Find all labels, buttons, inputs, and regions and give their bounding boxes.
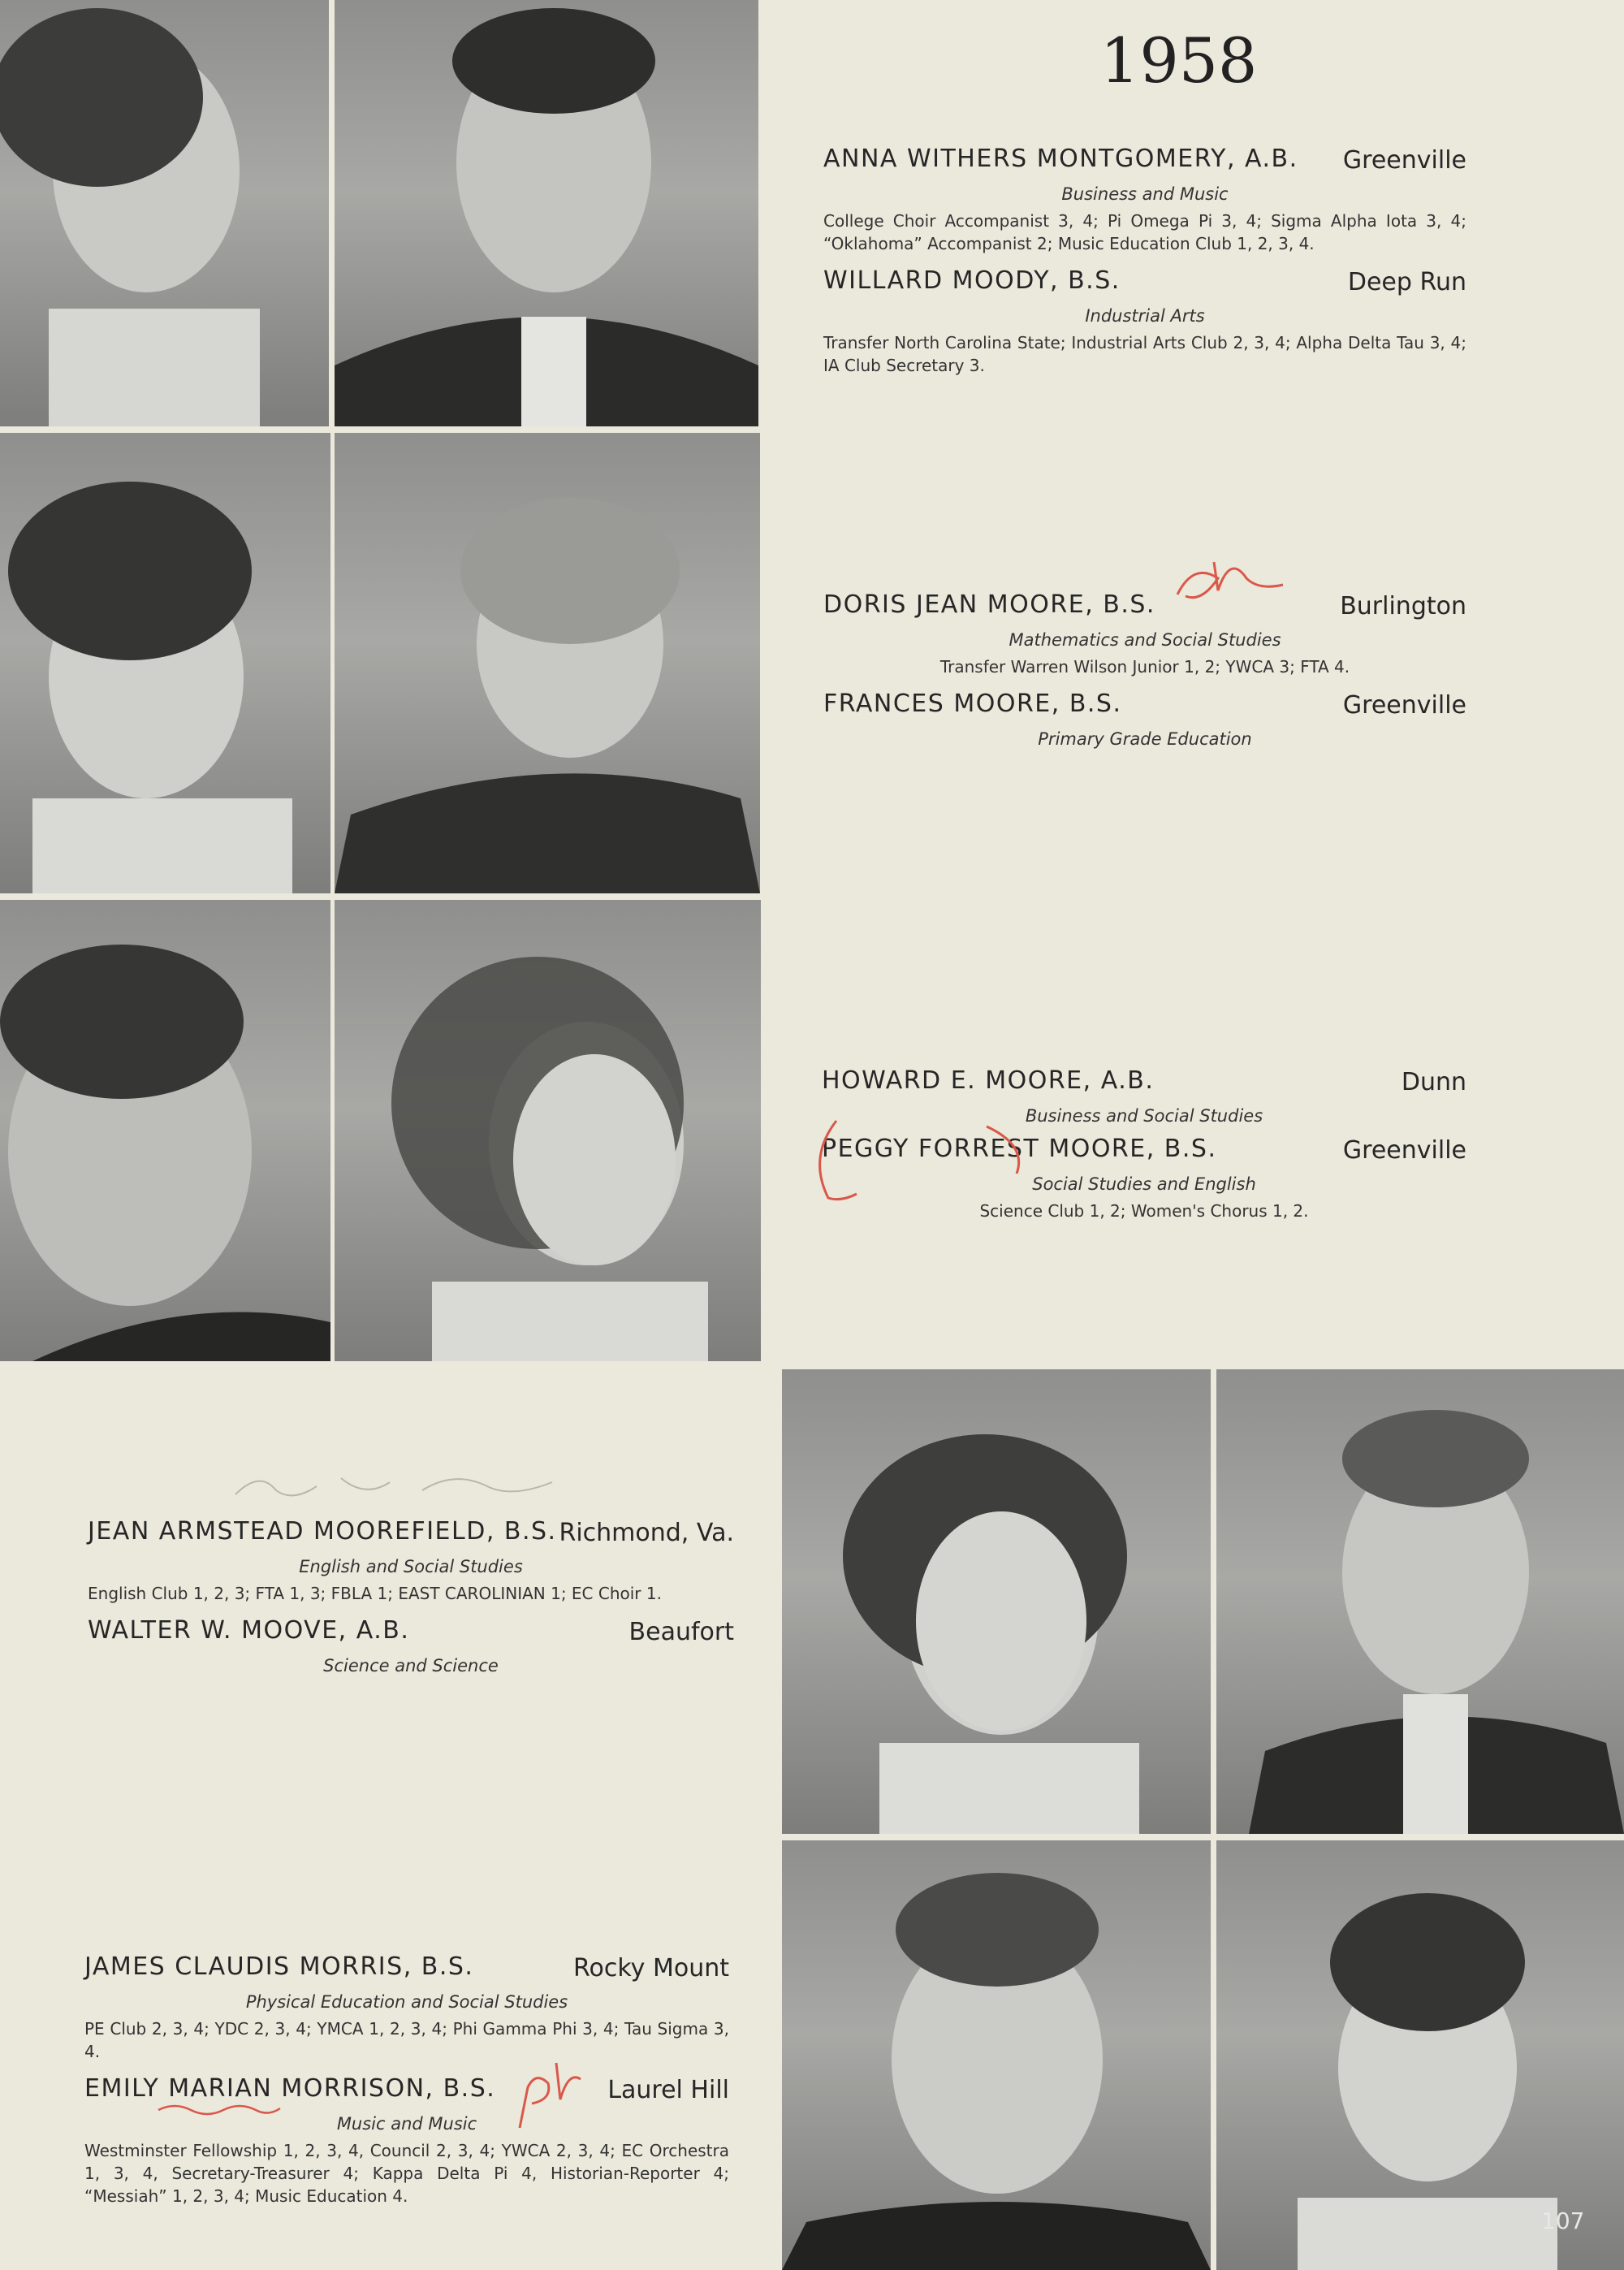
student-activities: Westminster Fellowship 1, 2, 3, 4, Council 2, 3, 4; YWCA 2, 3, 4; EC Orchestra 1, 3, 4, Secretary-Treasurer 4; Kappa Delta Pi 4, Historian-Reporter 4; “Messiah” 1, 2, 3, 4; Music Education 4. <box>84 2141 729 2206</box>
student-activities: PE Club 2, 3, 4; YDC 2, 3, 4; YMCA 1, 2, 3, 4; Phi Gamma Phi 3, 4; Tau Sigma 3, 4. <box>84 2019 729 2061</box>
handwritten-pencil-mark <box>227 1462 568 1511</box>
student-major: Mathematics and Social Studies <box>1009 630 1281 650</box>
student-major: Primary Grade Education <box>1038 729 1252 749</box>
student-name: ANNA WITHERS MONTGOMERY, A.B. <box>823 145 1298 173</box>
student-name: PEGGY FORREST MOORE, B.S. <box>822 1135 1217 1163</box>
student-major: Industrial Arts <box>1085 306 1205 326</box>
portrait-photo-moove <box>1216 1369 1624 1834</box>
student-major: Physical Education and Social Studies <box>245 1992 568 2012</box>
student-activities: Science Club 1, 2; Women's Chorus 1, 2. <box>979 1201 1309 1221</box>
handwritten-bracket-mark <box>804 1117 1047 1206</box>
student-hometown: Beaufort <box>628 1618 734 1646</box>
portrait-photo-morrison <box>1216 1840 1624 2270</box>
student-activities: Transfer North Carolina State; Industrial Arts Club 2, 3, 4; Alpha Delta Tau 3, 4; IA Club Secretary 3. <box>823 333 1466 375</box>
student-hometown: Burlington <box>1340 592 1466 620</box>
student-major: Music and Music <box>336 2114 477 2134</box>
entry-montgomery <box>823 145 1466 377</box>
student-hometown: Greenville <box>1342 1136 1466 1165</box>
student-name: WALTER W. MOOVE, A.B. <box>88 1616 410 1645</box>
portrait-photo-montgomery <box>0 0 329 426</box>
student-name: WILLARD MOODY, B.S. <box>823 266 1121 295</box>
student-hometown: Deep Run <box>1347 268 1466 296</box>
handwritten-check-mark <box>1169 546 1291 619</box>
student-name: DORIS JEAN MOORE, B.S. <box>823 590 1155 619</box>
student-name: JEAN ARMSTEAD MOOREFIELD, B.S. <box>88 1517 557 1546</box>
handwritten-underline-mark <box>154 2100 284 2120</box>
portrait-photo-moorefield <box>782 1369 1211 1834</box>
student-hometown: Rocky Mount <box>573 1954 729 1982</box>
student-name: HOWARD E. MOORE, A.B. <box>822 1066 1155 1095</box>
entry-moorefield <box>88 1517 734 1678</box>
entry-doris-moore <box>823 590 1466 751</box>
student-hometown: Dunn <box>1401 1068 1466 1096</box>
student-major: Business and Social Studies <box>1025 1106 1263 1126</box>
portrait-photo-doris-moore <box>0 433 330 893</box>
portrait-photo-peggy-moore <box>335 900 761 1361</box>
student-major: English and Social Studies <box>299 1557 523 1576</box>
student-name: JAMES CLAUDIS MORRIS, B.S. <box>84 1952 474 1981</box>
portrait-photo-moody <box>335 0 758 426</box>
student-major: Science and Science <box>323 1656 499 1675</box>
student-activities: College Choir Accompanist 3, 4; Pi Omega Pi 3, 4; Sigma Alpha Iota 3, 4; “Oklahoma” Accompanist 2; Music Education Club 1, 2, 3, 4. <box>823 211 1466 253</box>
student-hometown: Greenville <box>1342 146 1466 175</box>
student-name: EMILY MARIAN MORRISON, B.S. <box>84 2074 496 2103</box>
page-number: 107 <box>1541 2207 1585 2234</box>
entry-morris <box>84 1952 729 2207</box>
student-name: FRANCES MOORE, B.S. <box>823 690 1122 718</box>
portrait-photo-frances-moore <box>335 433 760 893</box>
student-hometown: Richmond, Va. <box>559 1519 734 1547</box>
student-hometown: Laurel Hill <box>607 2076 729 2104</box>
handwritten-check-mark <box>512 2055 585 2136</box>
student-activities: English Club 1, 2, 3; FTA 1, 3; FBLA 1; EAST CAROLINIAN 1; EC Choir 1. <box>88 1584 662 1603</box>
portrait-photo-morris <box>782 1840 1211 2270</box>
student-activities: Transfer Warren Wilson Junior 1, 2; YWCA 3; FTA 4. <box>939 657 1350 677</box>
student-hometown: Greenville <box>1342 691 1466 720</box>
student-major: Business and Music <box>1061 184 1229 204</box>
portrait-photo-howard-moore <box>0 900 330 1361</box>
student-major: Social Studies and English <box>1032 1174 1256 1194</box>
yearbook-year-heading: 1958 <box>1100 24 1258 97</box>
